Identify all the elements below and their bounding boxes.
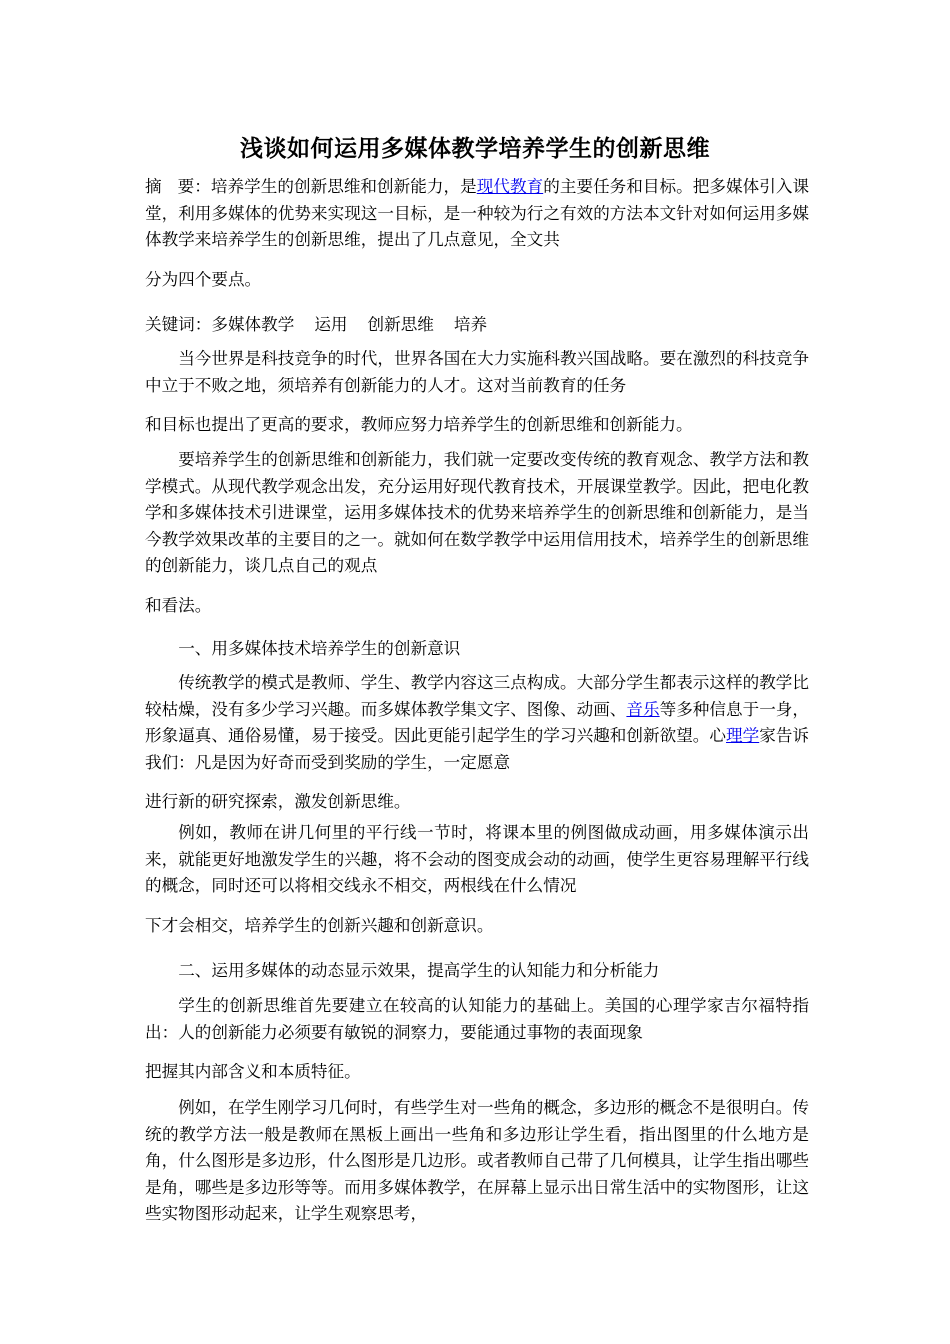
- p3-text-b: 等多种信息于一身，形象逼真、通俗易懂，易于接受。因此更能引起学生的学习兴趣和创新欲望。心: [145, 699, 810, 745]
- p1-last-line: 和目标也提出了更高的要求，教师应努力培养学生的创新思维和创新能力。: [145, 415, 693, 434]
- body-paragraph-1: [145, 346, 809, 439]
- p1-text: 当今世界是科技竞争的时代，世界各国在大力实施科教兴国战略。要在激烈的科技竞争中立于不败之地，须培养有创新能力的人才。这对当前教育的任务: [145, 349, 809, 395]
- p3-last-line: 进行新的研究探索，激发创新思维。: [145, 792, 411, 811]
- body-paragraph-2: [145, 447, 809, 619]
- p5-last-line: 把握其内部含义和本质特征。: [145, 1062, 361, 1081]
- p4-last-line: 下才会相交，培养学生的创新兴趣和创新意识。: [145, 915, 494, 935]
- abstract-last-line: 分为四个要点。: [145, 269, 262, 289]
- body-paragraph-3: [145, 670, 809, 816]
- link-music[interactable]: 音乐: [626, 699, 660, 719]
- p2-text: 要培养学生的创新思维和创新能力，我们就一定要改变传统的教育观念、教学方法和教学模式。从现代教学观念出发，充分运用好现代教育技术，开展课堂教学。因此，把电化教学和多媒体技术引进课堂，运用多媒体技术的优势来培养学生的创新思维和创新能力，是当今教学效果改革的主要目的之一。就如何在数学教学中运用信用技术，培养学生的创新思维的创新能力，谈几点自己的观点: [145, 450, 809, 575]
- keyword-item: 多媒体教学: [211, 315, 295, 334]
- keywords-line: [145, 312, 809, 339]
- section-heading-1: 一、用多媒体技术培养学生的创新意识: [178, 639, 461, 658]
- body-paragraph-4: [145, 820, 809, 939]
- section-heading-2: 二、运用多媒体的动态显示效果，提高学生的认知能力和分析能力: [178, 961, 660, 980]
- abstract-text-1: 培养学生的创新思维和创新能力，是: [210, 177, 477, 196]
- body-paragraph-6: 例如，在学生刚学习几何时，有些学生对一些角的概念，多边形的概念不是很明白。传统的教学方法一般是教师在黑板上画出一些角和多边形让学生看，指出图里的什么地方是角，什么图形是多边形，什么图形是几边形。或者教师自己带了几何模具，让学生指出哪些是角，哪些是多边形等等。而用多媒体教学，在屏幕上显示出日常生活中的实物图形，让这些实物图形动起来，让学生观察思考，: [145, 1098, 809, 1223]
- abstract-label-b: 要：: [177, 177, 211, 196]
- abstract-label-a: 摘: [145, 177, 162, 196]
- keyword-item: 创新思维: [367, 315, 434, 334]
- p4-text: 例如，教师在讲几何里的平行线一节时，将课本里的例图做成动画，用多媒体演示出来，就能更好地激发学生的兴趣，将不会动的图变成会动的动画，使学生更容易理解平行线的概念，同时还可以将相交线永不相交，两根线在什么情况: [145, 823, 809, 895]
- p3-text-a: 传统教学的模式是教师、学生、教学内容这三点构成。大部分学生都表示这样的教学比较枯燥，没有多少学习兴趣。而多媒体教学集文字、图像、动画、: [145, 673, 809, 719]
- keywords-label: 关键词：: [145, 315, 212, 334]
- keyword-item: 运用: [314, 315, 348, 334]
- abstract-text-2: 的主要任务和目标。把多媒体引入课堂，利用多媒体的优势来实现这一目标，是一种较为行之有效的方法本文针对如何运用多媒体教学来培养学生的创新思维，提出了几点意见，全文共: [145, 177, 810, 249]
- link-modern-education[interactable]: 现代教育: [476, 177, 544, 196]
- body-paragraph-5: [145, 993, 809, 1086]
- document-title: 浅谈如何运用多媒体教学培养学生的创新思维: [240, 136, 710, 162]
- p2-last-line: 和看法。: [145, 595, 212, 615]
- keyword-item: 培养: [453, 315, 488, 334]
- abstract-paragraph: [145, 174, 809, 293]
- p3-text-c: 家告诉我们：凡是因为好奇而受到奖励的学生，一定愿意: [145, 726, 810, 772]
- link-psychology[interactable]: 理学: [726, 726, 760, 745]
- p5-text: 学生的创新思维首先要建立在较高的认知能力的基础上。美国的心理学家吉尔福特指出：人的创新能力必须要有敏锐的洞察力，要能通过事物的表面现象: [145, 996, 809, 1042]
